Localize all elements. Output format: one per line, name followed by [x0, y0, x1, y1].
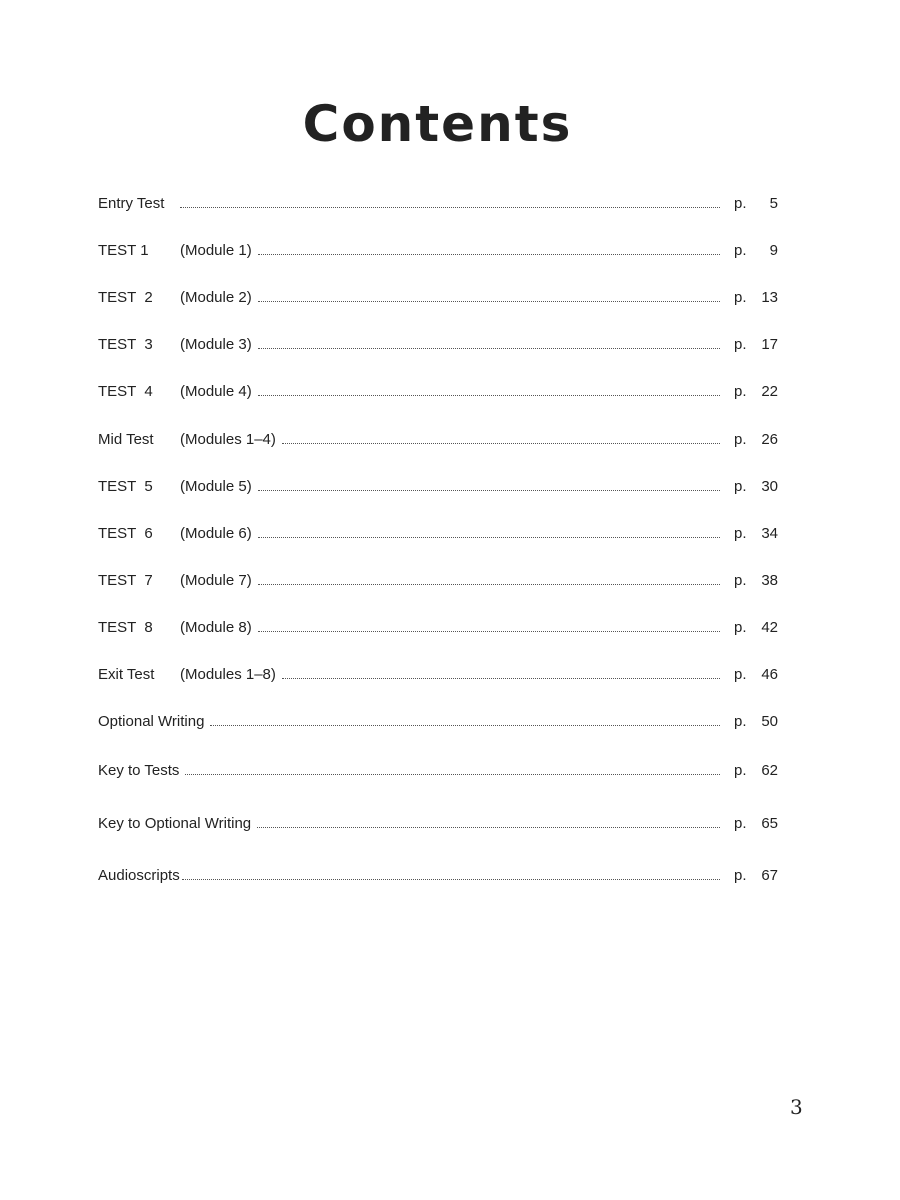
- toc-entry-key-to-tests[interactable]: [98, 759, 778, 783]
- page-prefix: p.: [734, 867, 747, 884]
- page-prefix: p.: [734, 525, 747, 542]
- toc-entry-module: (Module 7): [180, 572, 252, 589]
- toc-entry-label: TEST 1: [98, 242, 149, 259]
- dot-leader: [180, 193, 720, 208]
- toc-entry-test-7[interactable]: [98, 569, 778, 593]
- dot-leader: [258, 523, 720, 538]
- dot-leader: [182, 865, 720, 880]
- page-prefix: p.: [734, 195, 747, 212]
- toc-entry-page: 22: [761, 383, 778, 400]
- toc-entry-page: 26: [761, 431, 778, 448]
- page-prefix: p.: [734, 713, 747, 730]
- toc-entry-module: (Module 2): [180, 289, 252, 306]
- toc-entry-page: 5: [769, 195, 778, 212]
- toc-entry-page: 62: [761, 762, 778, 779]
- toc-entry-label: TEST 7: [98, 572, 153, 589]
- toc-entry-page: 34: [761, 525, 778, 542]
- dot-leader: [282, 429, 720, 444]
- toc-entry-module: (Module 8): [180, 619, 252, 636]
- toc-entry-label: Key to Tests: [98, 762, 180, 779]
- toc-entry-audioscripts[interactable]: [98, 864, 778, 888]
- dot-leader: [258, 240, 720, 255]
- toc-entry-page: 38: [761, 572, 778, 589]
- toc-entry-key-to-optional-writing[interactable]: [98, 812, 778, 836]
- page-prefix: p.: [734, 478, 747, 495]
- toc-entry-label: TEST 2: [98, 289, 153, 306]
- toc-entry-mid-test[interactable]: [98, 428, 778, 452]
- toc-entry-label: Entry Test: [98, 195, 165, 212]
- toc-entry-test-6[interactable]: [98, 522, 778, 546]
- dot-leader: [258, 617, 720, 632]
- page-prefix: p.: [734, 242, 747, 259]
- toc-entry-module: (Modules 1–8): [180, 666, 276, 683]
- toc-entry-test-5[interactable]: [98, 475, 778, 499]
- toc-entry-module: (Module 3): [180, 336, 252, 353]
- toc-entry-entry-test[interactable]: [98, 192, 778, 216]
- dot-leader: [185, 760, 720, 775]
- toc-entry-label: Optional Writing: [98, 713, 205, 730]
- page-prefix: p.: [734, 431, 747, 448]
- toc-entry-page: 46: [761, 666, 778, 683]
- toc-entry-label: TEST 4: [98, 383, 153, 400]
- toc-entry-label: TEST 3: [98, 336, 153, 353]
- toc-entry-module: (Module 6): [180, 525, 252, 542]
- toc-entry-page: 42: [761, 619, 778, 636]
- dot-leader: [258, 334, 720, 349]
- toc-entry-exit-test[interactable]: [98, 663, 778, 687]
- toc-entry-label: Audioscripts: [98, 867, 180, 884]
- toc-entry-test-8[interactable]: [98, 616, 778, 640]
- toc-entry-label: TEST 5: [98, 478, 153, 495]
- dot-leader: [258, 381, 720, 396]
- toc-entry-page: 30: [761, 478, 778, 495]
- page-prefix: p.: [734, 289, 747, 306]
- toc-entry-label: TEST 8: [98, 619, 153, 636]
- dot-leader: [258, 570, 720, 585]
- page-prefix: p.: [734, 619, 747, 636]
- toc-entry-page: 17: [761, 336, 778, 353]
- dot-leader: [258, 476, 720, 491]
- toc-entry-test-2[interactable]: [98, 286, 778, 310]
- page-prefix: p.: [734, 815, 747, 832]
- page-prefix: p.: [734, 762, 747, 779]
- toc-entry-page: 9: [769, 242, 778, 259]
- page-prefix: p.: [734, 666, 747, 683]
- toc-entry-test-4[interactable]: [98, 380, 778, 404]
- toc-entry-test-3[interactable]: [98, 333, 778, 357]
- toc-entry-module: (Module 4): [180, 383, 252, 400]
- toc-entry-optional-writing[interactable]: [98, 710, 778, 734]
- toc-entry-page: 67: [761, 867, 778, 884]
- toc-entry-label: TEST 6: [98, 525, 153, 542]
- dot-leader: [282, 664, 720, 679]
- toc-entry-page: 13: [761, 289, 778, 306]
- toc-entry-module: (Modules 1–4): [180, 431, 276, 448]
- page-prefix: p.: [734, 383, 747, 400]
- dot-leader: [210, 711, 720, 726]
- toc-entry-label: Mid Test: [98, 431, 154, 448]
- page-number: 3: [790, 1095, 803, 1119]
- toc-entry-page: 50: [761, 713, 778, 730]
- toc-entry-page: 65: [761, 815, 778, 832]
- dot-leader: [258, 287, 720, 302]
- toc-entry-label: Exit Test: [98, 666, 155, 683]
- toc-entry-label: Key to Optional Writing: [98, 815, 252, 832]
- dot-leader: [257, 813, 720, 828]
- toc-entry-module: (Module 5): [180, 478, 252, 495]
- page-prefix: p.: [734, 572, 747, 589]
- toc-entry-test-1[interactable]: [98, 239, 778, 263]
- page-title: Contents: [302, 95, 573, 153]
- toc-entry-module: (Module 1): [180, 242, 252, 259]
- page-prefix: p.: [734, 336, 747, 353]
